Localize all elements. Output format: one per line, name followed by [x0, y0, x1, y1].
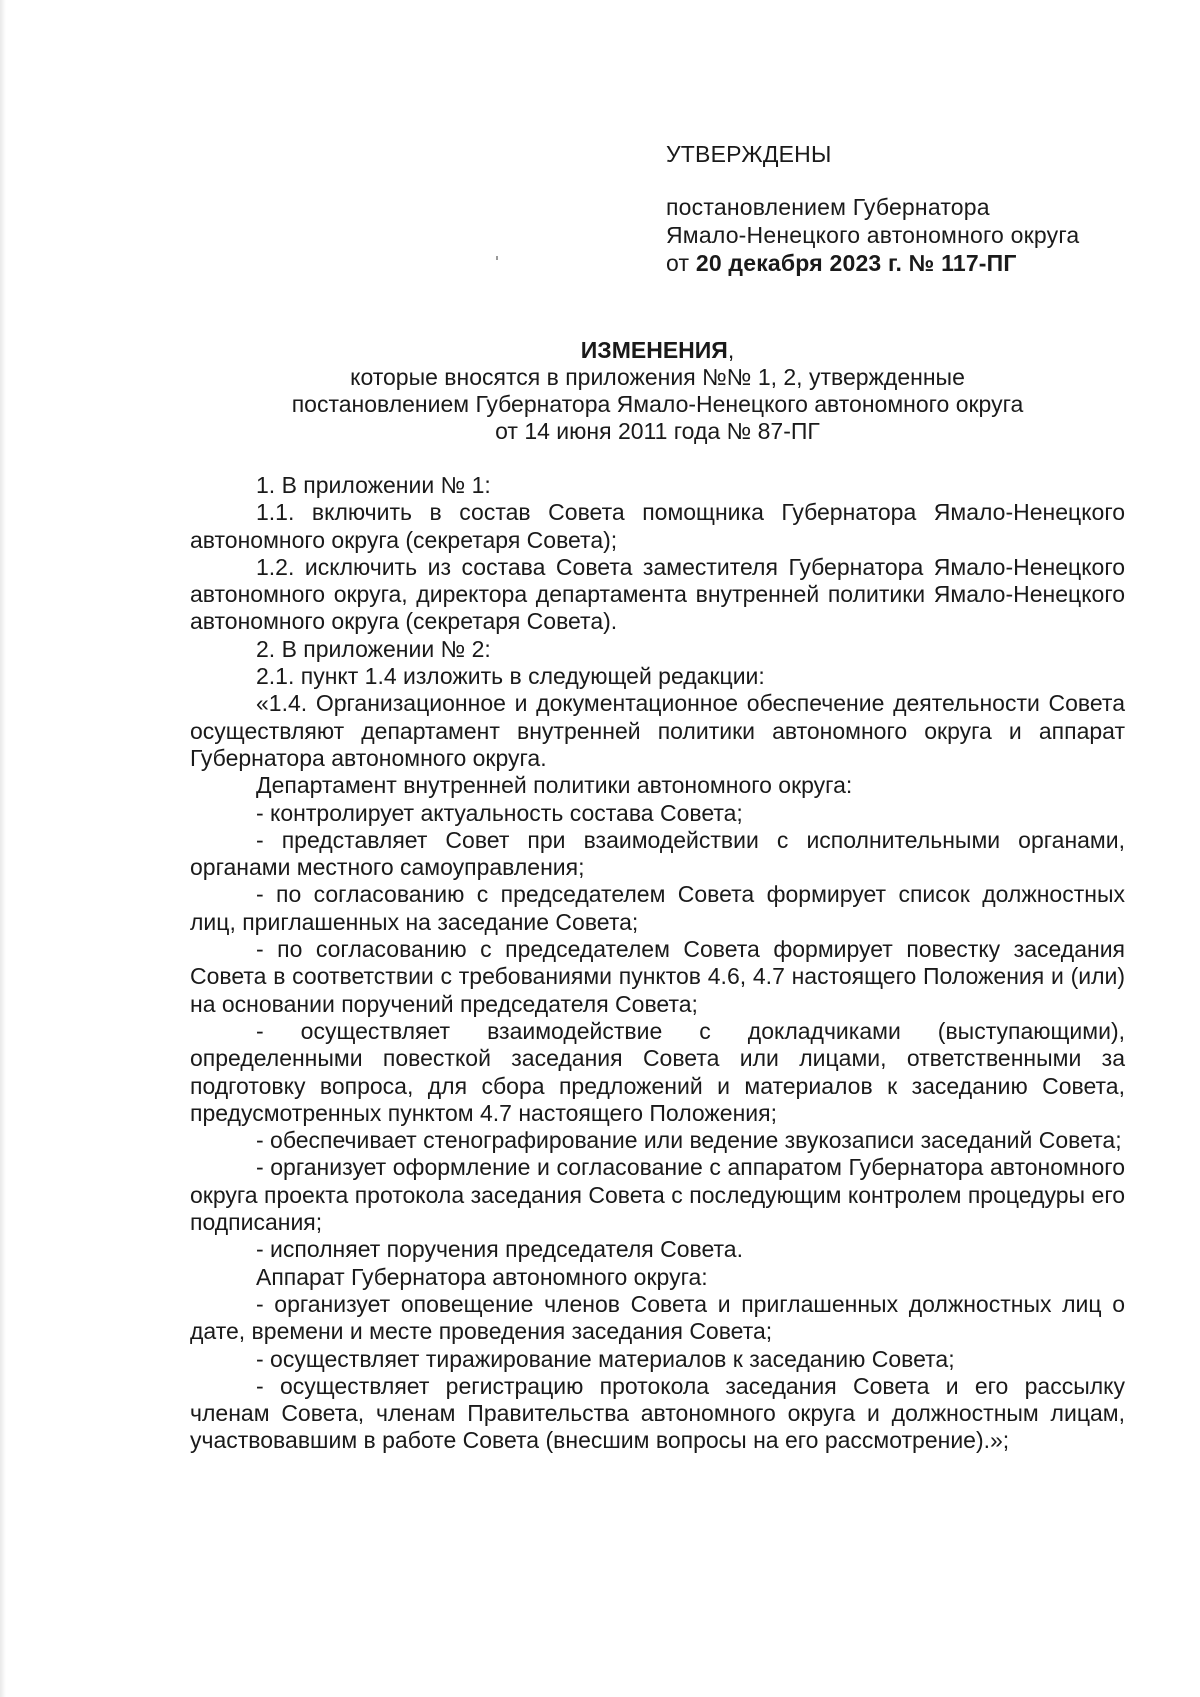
paragraph: 1. В приложении № 1:	[256, 472, 491, 498]
heading-line-2: постановлением Губернатора Ямало-Ненецкого автономного округа	[291, 391, 1024, 417]
document-heading	[190, 337, 1125, 445]
paragraph: - организует оповещение членов Совета и приглашенных должностных лиц о дате, времени и месте проведения заседания Совета;	[190, 1290, 1125, 1345]
paragraph: 1.1. включить в состав Совета помощника Губернатора Ямало-Ненецкого автономного округа (секретаря Совета);	[190, 499, 1125, 553]
paragraph: - по согласованию с председателем Совета формирует повестку заседания Совета в соответствии с требованиями пунктов 4.6, 4.7 настоящего Положения и (или) на основании поручений председателя Совета;	[190, 936, 1125, 1017]
approval-line-2: Ямало-Ненецкого автономного округа	[666, 222, 1080, 248]
paragraph: - осуществляет тиражирование материалов к заседанию Совета;	[256, 1345, 955, 1372]
heading-title: ИЗМЕНЕНИЯ	[580, 337, 728, 363]
approval-prefix: от	[666, 250, 690, 276]
paragraph: Департамент внутренней политики автономного округа:	[256, 772, 853, 799]
paragraph: «1.4. Организационное и документационное обеспечение деятельности Совета осуществляют департамент внутренней политики автономного округа и аппарат Губернатора автономного округа.	[190, 690, 1125, 771]
paragraph: - контролирует актуальность состава Совета;	[256, 799, 743, 826]
heading-line-3: от 14 июня 2011 года № 87-ПГ	[495, 418, 820, 444]
heading-comma: ,	[727, 337, 735, 363]
paragraph: - обеспечивает стенографирование или ведение звукозаписи заседаний Совета;	[256, 1127, 1122, 1154]
paragraph: - представляет Совет при взаимодействии с исполнительными органами, органами местного самоуправления;	[190, 826, 1125, 881]
scan-speck	[496, 256, 498, 260]
approval-line-3	[666, 249, 1079, 277]
paragraph: - организует оформление и согласование с аппаратом Губернатора автономного округа проекта протокола заседания Совета с последующим контролем процедуры его подписания;	[190, 1154, 1125, 1236]
paragraph: 2. В приложении № 2:	[256, 635, 491, 662]
approval-block	[666, 140, 1079, 277]
paragraph: - осуществляет взаимодействие с докладчиками (выступающими), определенными повесткой заседания Совета или лицами, ответственными за подготовку вопроса, для сбора предложений и материалов к заседанию Совета, предусмотренных пунктом 4.7 настоящего Положения;	[190, 1017, 1125, 1126]
paragraph: 1.2. исключить из состава Совета заместителя Губернатора Ямало-Ненецкого автономного округа, директора департамента внутренней политики Ямало-Ненецкого автономного округа (секретаря Совета).	[190, 553, 1125, 635]
heading-title-line	[190, 337, 1125, 364]
approval-number: 20 декабря 2023 г. № 117-ПГ	[695, 250, 1017, 276]
paragraph: - исполняет поручения председателя Совета.	[256, 1236, 743, 1263]
document-body	[190, 472, 1125, 1455]
heading-line-1: которые вносятся в приложения №№ 1, 2, утвержденные	[350, 364, 965, 390]
approval-title: УТВЕРЖДЕНЫ	[666, 141, 832, 167]
paragraph: Аппарат Губернатора автономного округа:	[256, 1263, 708, 1290]
paragraph: - по согласованию с председателем Совета формирует список должностных лиц, приглашенных на заседание Совета;	[190, 881, 1125, 935]
paragraph: - осуществляет регистрацию протокола заседания Совета и его рассылку членам Совета, членам Правительства автономного округа и должностным лицам, участвовавшим в работе Совета (внесшим вопросы на его рассмотрение).»;	[190, 1372, 1125, 1454]
scan-edge	[0, 0, 6, 1697]
paragraph: 2.1. пункт 1.4 изложить в следующей редакции:	[256, 663, 765, 690]
approval-line-1: постановлением Губернатора	[666, 194, 990, 220]
